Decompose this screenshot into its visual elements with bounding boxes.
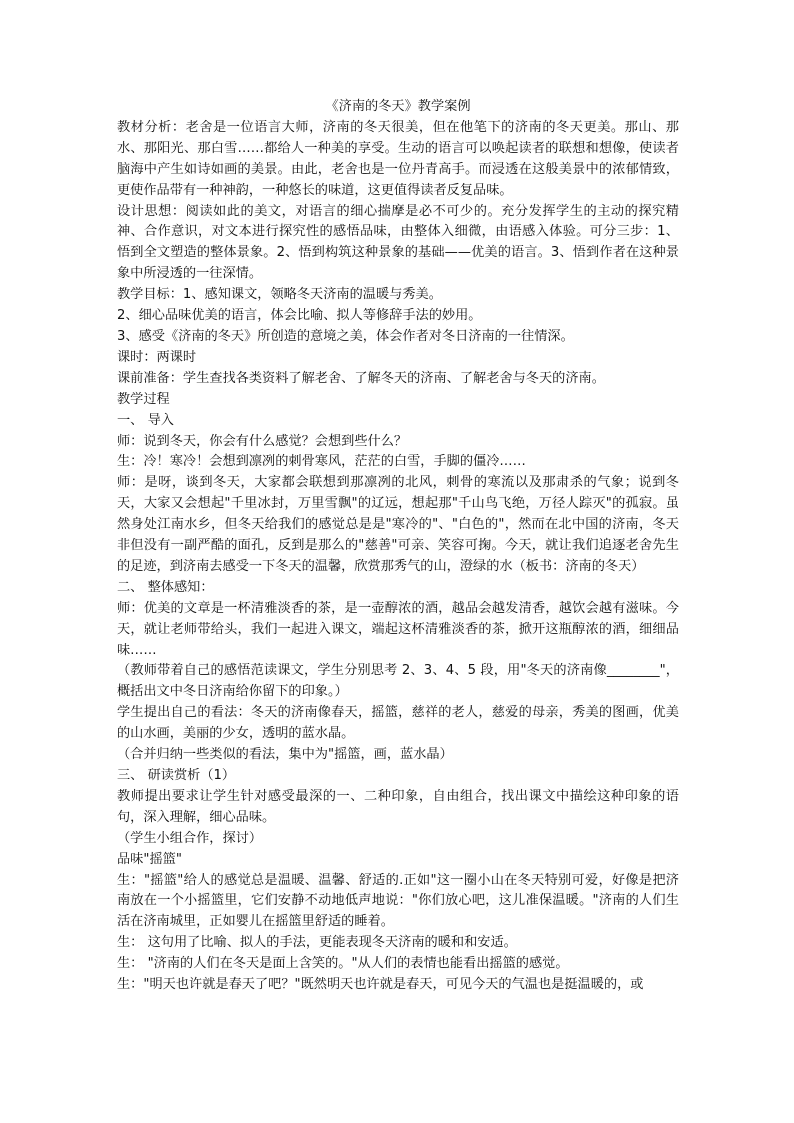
paragraph: 课前准备：学生查找各类资料了解老舍、了解冬天的济南、了解老舍与冬天的济南。	[117, 370, 605, 386]
paragraph: 设计思想：阅读如此的美文，对语言的细心揣摩是必不可少的。充分发挥学生的主动的探究精神、合作意识，对文本进行探究性的感悟品味，由整体入细微，由语感入体验。可分三步：1、悟到全文塑造的整体景象。2、悟到构筑这种景象的基础——优美的语言。3、悟到作者在这种景象中所浸透的一往深情。	[117, 203, 679, 282]
paragraph: （教师带着自己的感悟范读课文，学生分别思考 2、3、4、5 段，用"冬天的济南像________"，概括出文中冬日济南给你留下的印象。）	[117, 663, 679, 700]
paragraph: 品味"摇篮"	[117, 851, 182, 867]
paragraph: 教学目标：1、感知课文，领略冬天济南的温暖与秀美。	[117, 287, 442, 303]
paragraph: （学生小组合作，探讨）	[117, 830, 263, 846]
document-title: 《济南的冬天》教学案例	[325, 99, 471, 114]
paragraph: 师：说到冬天，你会有什么感觉？会想到些什么？	[117, 433, 408, 449]
paragraph: 教师提出要求让学生针对感受最深的一、二种印象，自由组合，找出课文中描绘这种印象的语句，深入理解，细心品味。	[117, 788, 679, 825]
document-page	[117, 97, 679, 996]
paragraph: 一、 导入	[117, 412, 174, 428]
paragraph: 生： 这句用了比喻、拟人的手法，更能表现冬天济南的暖和和安适。	[117, 935, 517, 951]
document-body	[117, 118, 679, 996]
paragraph: （合并归纳一些类似的看法，集中为"摇篮，画，蓝水晶）	[117, 747, 453, 763]
paragraph: 二、 整体感知：	[117, 579, 214, 595]
paragraph: 师：优美的文章是一杯清雅淡香的茶，是一壶醇浓的酒，越品会越发清香，越饮会越有滋味。今天，就让老师带给头，我们一起进入课文，端起这杯清雅淡香的茶，掀开这瓶醇浓的酒，细细品味……	[117, 600, 679, 658]
paragraph: 生： "济南的人们在冬天是面上含笑的。"从人们的表情也能看出摇篮的感觉。	[117, 956, 569, 972]
paragraph: 师：是呀，谈到冬天，大家都会联想到那凛冽的北风，刺骨的寒流以及那肃杀的气象；说到冬天，大家又会想起"千里冰封，万里雪飘"的辽远，想起那"千山鸟飞绝，万径人踪灭"的孤寂。虽然身处江南水乡，但冬天给我们的感觉总是是"寒冷的"、"白色的"，然而在北中国的济南，冬天非但没有一副严酷的面孔，反到是那么的"慈善"可亲、笑容可掬。今天，就让我们追逐老舍先生的足迹，到济南去感受一下冬天的温馨，欣赏那秀气的山，澄绿的水（板书：济南的冬天）	[117, 475, 679, 574]
paragraph: 3、感受《济南的冬天》所创造的意境之美，体会作者对冬日济南的一往情深。	[117, 328, 574, 344]
paragraph: 生："摇篮"给人的感觉总是温暖、温馨、舒适的.正如"这一圈小山在冬天特别可爱，好像是把济南放在一个小摇篮里，它们安静不动地低声地说："你们放心吧，这儿准保温暖。"济南的人们生活在济南城里，正如婴儿在摇篮里舒适的睡着。	[117, 872, 679, 930]
paragraph: 课时：两课时	[117, 349, 197, 365]
paragraph: 三、 研读赏析（1）	[117, 768, 236, 783]
paragraph: 学生提出自己的看法：冬天的济南像春天，摇篮，慈祥的老人，慈爱的母亲，秀美的图画，优美的山水画，美丽的少女，透明的蓝水晶。	[117, 705, 679, 742]
paragraph: 2、细心品味优美的语言，体会比喻、拟人等修辞手法的妙用。	[117, 308, 482, 324]
paragraph: 教材分析：老舍是一位语言大师，济南的冬天很美，但在他笔下的济南的冬天更美。那山、那水、那阳光、那白雪……都给人一种美的享受。生动的语言可以唤起读者的联想和想像，使读者脑海中产生如诗如画的美景。由此，老舍也是一位丹青高手。而浸透在这般美景中的浓郁情致，更使作品带有一种神韵，一种悠长的味道，这更值得读者反复品味。	[117, 119, 679, 198]
paragraph: 生："明天也许就是春天了吧？"既然明天也许就是春天，可见今天的气温也是挺温暖的，或	[117, 977, 644, 993]
paragraph: 生：冷！寒冷！会想到凛冽的刺骨寒风，茫茫的白雪，手脚的僵冷……	[117, 454, 526, 470]
paragraph: 教学过程	[117, 391, 170, 407]
